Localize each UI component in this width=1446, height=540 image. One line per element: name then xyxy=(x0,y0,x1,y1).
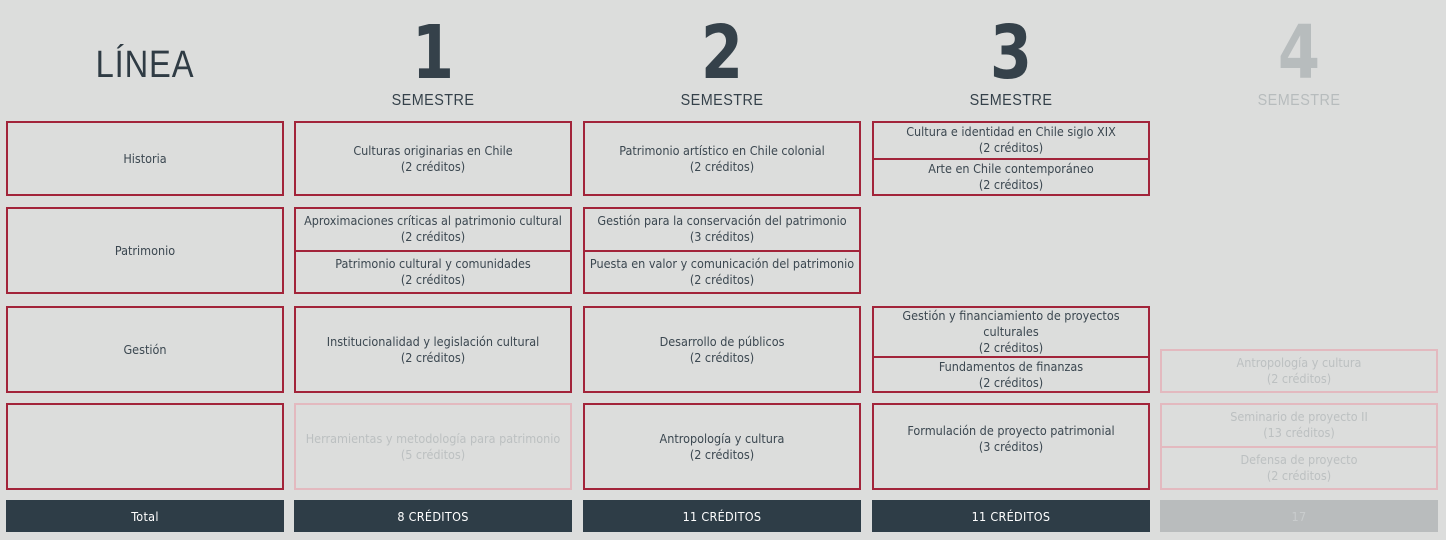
semester-label: SEMESTRE xyxy=(680,92,764,109)
semester-number: 3 xyxy=(989,10,1033,96)
course-credits: (5 créditos) xyxy=(400,446,466,462)
course-name: Aproximaciones críticas al patrimonio cultural xyxy=(304,213,562,229)
course-name: Culturas originarias en Chile xyxy=(353,142,513,158)
line-label-text: Historia xyxy=(123,150,167,166)
course-cell[interactable] xyxy=(585,123,859,194)
semester-number: 1 xyxy=(411,10,455,96)
semester-number: 4 xyxy=(1277,10,1321,96)
semester-4-header xyxy=(1160,10,1438,110)
line-label xyxy=(8,123,282,194)
course-box[interactable] xyxy=(583,403,861,490)
course-credits: (2 créditos) xyxy=(978,340,1044,355)
course-name: Defensa de proyecto xyxy=(1240,451,1358,467)
course-name: Desarrollo de públicos xyxy=(659,333,785,349)
line-empty xyxy=(6,403,284,490)
course-credits: (2 créditos) xyxy=(978,374,1044,390)
course-credits: (2 créditos) xyxy=(689,349,755,365)
course-credits: (2 créditos) xyxy=(400,349,466,365)
course-cell[interactable] xyxy=(874,405,1148,488)
total-semester-2: 11 CRÉDITOS xyxy=(583,500,861,532)
course-credits: (2 créditos) xyxy=(400,271,466,287)
semester-3-header xyxy=(872,10,1150,110)
course-name: Arte en Chile contemporáneo xyxy=(928,160,1094,176)
semester-label: SEMESTRE xyxy=(1257,92,1341,109)
course-cell[interactable] xyxy=(1162,351,1436,391)
semester-label: SEMESTRE xyxy=(391,92,475,109)
course-box[interactable] xyxy=(872,403,1150,490)
total-semester-3: 11 CRÉDITOS xyxy=(872,500,1150,532)
course-name: Formulación de proyecto patrimonial xyxy=(907,423,1115,438)
course-name: Antropología y cultura xyxy=(659,430,785,446)
course-credits: (2 créditos) xyxy=(689,446,755,462)
course-box[interactable] xyxy=(294,207,572,294)
line-gestion xyxy=(6,306,284,393)
course-box[interactable] xyxy=(583,306,861,393)
course-name: Antropología y cultura xyxy=(1236,355,1362,370)
course-credits: (2 créditos) xyxy=(978,140,1044,156)
course-credits: (2 créditos) xyxy=(400,229,466,245)
course-cell[interactable] xyxy=(585,308,859,391)
course-cell[interactable] xyxy=(1162,446,1436,489)
course-box[interactable] xyxy=(294,306,572,393)
course-cell[interactable] xyxy=(874,158,1148,195)
course-cell[interactable] xyxy=(585,250,859,293)
course-credits: (2 créditos) xyxy=(689,271,755,287)
course-credits: (2 créditos) xyxy=(689,158,755,174)
semester-number: 2 xyxy=(700,10,744,96)
course-credits: (2 créditos) xyxy=(1266,371,1332,386)
course-cell[interactable] xyxy=(585,209,859,250)
semester-2-header xyxy=(583,10,861,110)
course-cell[interactable] xyxy=(874,308,1148,356)
course-box[interactable] xyxy=(872,306,1150,393)
linea-header: LÍNEA xyxy=(95,44,195,86)
course-cell[interactable] xyxy=(585,405,859,488)
total-semester-1: 8 CRÉDITOS xyxy=(294,500,572,532)
course-name: Gestión y financiamiento de proyectos culturales xyxy=(902,308,1120,339)
course-cell[interactable] xyxy=(296,405,570,488)
line-historia xyxy=(6,121,284,196)
course-credits: (3 créditos) xyxy=(689,229,755,245)
course-cell[interactable] xyxy=(1162,405,1436,446)
course-box-faded[interactable] xyxy=(294,403,572,490)
course-cell[interactable] xyxy=(296,209,570,250)
total-label: Total xyxy=(6,500,284,532)
course-box-faded[interactable] xyxy=(1160,349,1438,393)
course-box[interactable] xyxy=(872,121,1150,196)
course-name: Puesta en valor y comunicación del patrimonio xyxy=(589,255,855,271)
course-credits: (3 créditos) xyxy=(978,439,1044,454)
course-credits: (2 créditos) xyxy=(1266,467,1332,483)
semester-1-header xyxy=(294,10,572,110)
course-cell[interactable] xyxy=(296,250,570,293)
line-label xyxy=(8,209,282,292)
course-name: Herramientas y metodología para patrimonio xyxy=(305,430,561,446)
course-credits: (2 créditos) xyxy=(400,158,466,174)
course-cell[interactable] xyxy=(296,308,570,391)
line-label-text: Gestión xyxy=(123,341,167,357)
course-name: Seminario de proyecto II xyxy=(1230,409,1368,425)
course-cell[interactable] xyxy=(296,123,570,194)
course-name: Fundamentos de finanzas xyxy=(938,358,1084,374)
course-name: Gestión para la conservación del patrimonio xyxy=(597,213,847,229)
course-name: Cultura e identidad en Chile siglo XIX xyxy=(906,124,1116,140)
line-patrimonio xyxy=(6,207,284,294)
course-credits: (2 créditos) xyxy=(978,176,1044,192)
semester-label: SEMESTRE xyxy=(969,92,1053,109)
course-cell[interactable] xyxy=(874,123,1148,158)
course-box[interactable] xyxy=(294,121,572,196)
total-semester-4: 17 xyxy=(1160,500,1438,532)
course-box-faded[interactable] xyxy=(1160,403,1438,490)
course-box[interactable] xyxy=(583,207,861,294)
course-name: Patrimonio artístico en Chile colonial xyxy=(619,142,825,158)
course-name: Patrimonio cultural y comunidades xyxy=(335,255,531,271)
course-credits: (13 créditos) xyxy=(1263,425,1335,441)
course-name: Institucionalidad y legislación cultural xyxy=(326,333,540,349)
line-label xyxy=(8,308,282,391)
course-cell[interactable] xyxy=(874,356,1148,391)
line-label-text: Patrimonio xyxy=(114,242,176,258)
course-box[interactable] xyxy=(583,121,861,196)
